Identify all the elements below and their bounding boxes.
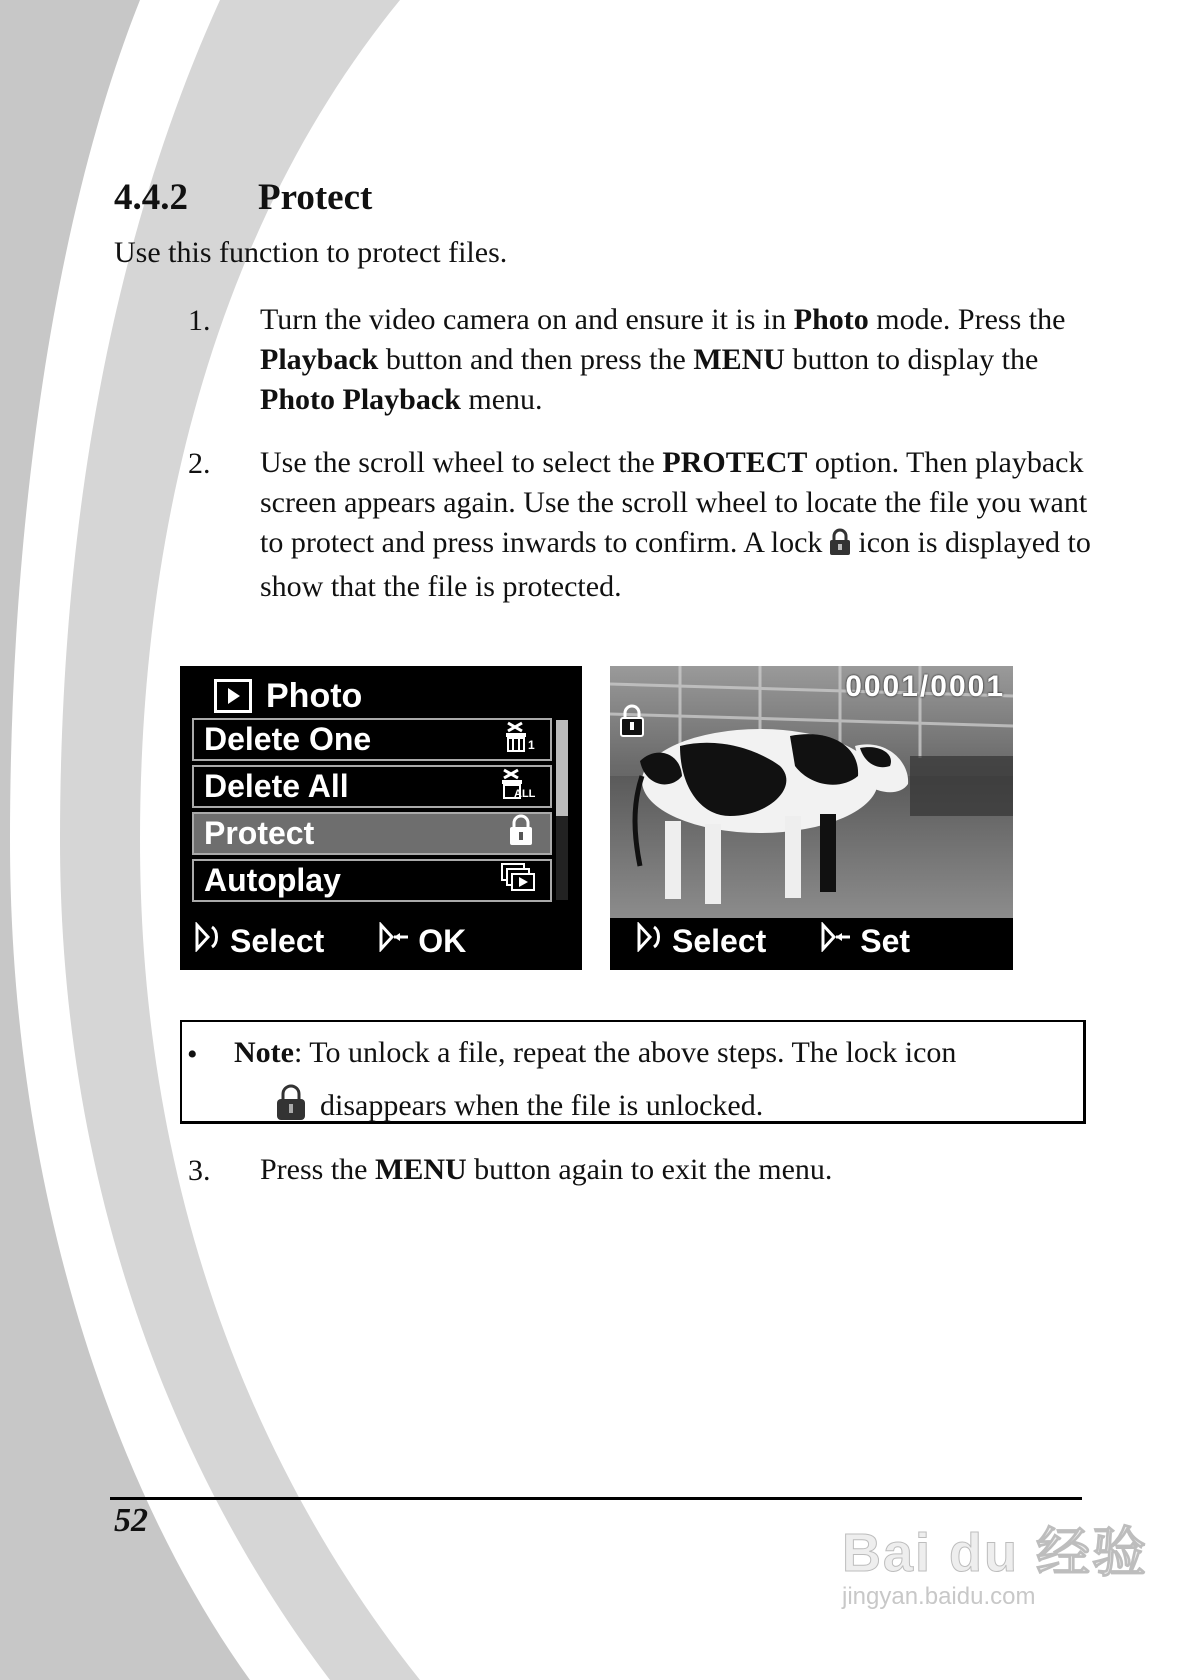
scroll-wheel-icon <box>636 922 666 960</box>
camera-menu-screenshot <box>180 666 582 970</box>
watermark-url: jingyan.baidu.com <box>842 1583 1036 1610</box>
press-icon <box>820 922 854 960</box>
step-1-text: Turn the video camera on and ensure it is in Photo mode. Press the Playback button and then press the MENU button to display the Photo Playback menu. <box>260 303 1066 416</box>
watermark <box>842 1510 1148 1611</box>
step-3-number: 3. <box>188 1154 211 1187</box>
menu-item-delete-all[interactable]: Delete All ALL <box>192 765 552 808</box>
playback-mode-icon <box>214 679 252 713</box>
lock-icon <box>274 1082 308 1130</box>
step-2-text: Use the scroll wheel to select the PROTECT option. Then playback screen appears again. Use the scroll wheel to locate the file you want to protect and press inwards to confirm. A lock icon is displayed to show that the file is protected. <box>260 446 1091 603</box>
camera-playback-screenshot <box>610 666 1013 970</box>
lock-icon <box>828 527 852 567</box>
note-line-2: disappears when the file is unlocked. <box>274 1082 763 1130</box>
scroll-wheel-icon <box>194 922 224 960</box>
set-hint: Set <box>820 922 910 960</box>
ok-hint: OK <box>378 922 466 960</box>
svg-text:1: 1 <box>528 737 535 752</box>
menu-item-autoplay[interactable]: Autoplay <box>192 859 552 902</box>
section-number: 4.4.2 <box>114 177 188 218</box>
svg-text:ALL: ALL <box>514 787 536 800</box>
menu-list <box>192 718 552 906</box>
lock-icon <box>506 813 536 855</box>
watermark-logo: Bai du 经验 <box>842 1523 1149 1583</box>
menu-footer <box>194 918 574 964</box>
footer-rule <box>110 1497 1082 1500</box>
section-title: Protect <box>258 177 373 218</box>
note-bullet: • <box>187 1038 198 1071</box>
menu-scroll-thumb[interactable] <box>556 720 568 816</box>
delete-one-icon <box>502 719 536 761</box>
page-number: 52 <box>114 1502 148 1539</box>
menu-item-delete-one[interactable]: Delete One 1 <box>192 718 552 761</box>
step-3-text: Press the MENU button again to exit the menu. <box>260 1153 833 1186</box>
note-label: Note <box>234 1036 294 1069</box>
note-line-1: Note: To unlock a file, repeat the above steps. The lock icon <box>234 1036 957 1069</box>
delete-all-icon <box>498 766 536 808</box>
select-hint: Select <box>636 922 766 960</box>
intro-text: Use this function to protect files. <box>114 236 508 269</box>
press-icon <box>378 922 412 960</box>
menu-title: Photo <box>266 676 363 715</box>
playback-footer <box>610 918 1013 964</box>
file-counter: 0001/0001 <box>845 670 1005 703</box>
select-hint: Select <box>194 922 324 960</box>
step-1-number: 1. <box>188 304 211 337</box>
menu-item-protect[interactable]: Protect <box>192 812 552 855</box>
menu-scrollbar[interactable] <box>556 720 568 900</box>
autoplay-icon <box>500 862 536 900</box>
menu-header <box>214 676 362 716</box>
step-2-number: 2. <box>188 447 211 480</box>
